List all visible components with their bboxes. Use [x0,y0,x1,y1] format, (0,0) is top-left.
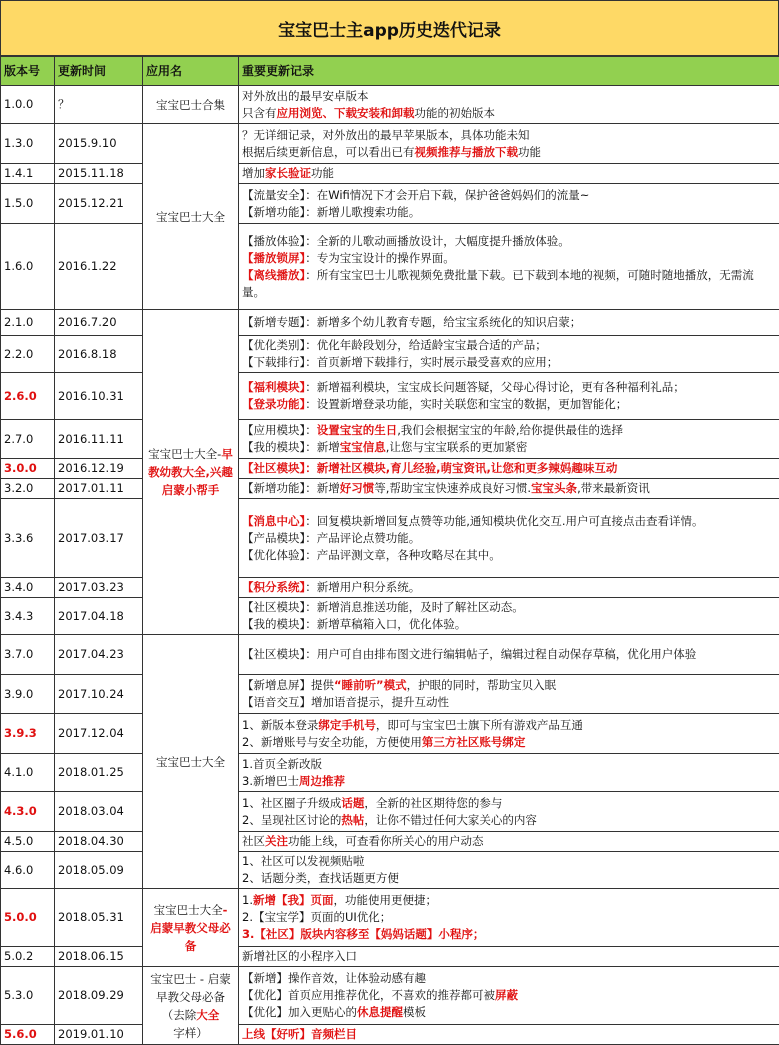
update-line [242,513,776,530]
version-cell: 3.4.3 [1,598,55,635]
table-row [1,164,779,184]
update-notes-cell [239,1025,779,1045]
note-text: ：回复模块新增回复点赞等功能,通知模块优化交互.用户可直接点击查看详情。 [305,514,703,528]
update-line [242,795,776,812]
header-app-name: 应用名 [143,57,239,86]
update-notes-cell [239,459,779,479]
version-cell: 4.5.0 [1,832,55,852]
update-line [242,187,776,204]
table-row [1,224,779,310]
highlight-text: 3.【社区】版块内容移至【妈妈话题】小程序； [242,927,484,941]
update-line [242,314,776,331]
note-text: 【播放体验】：全新的儿歌动画播放设计，大幅度提升播放体验。 [242,234,570,248]
version-cell: 5.3.0 [1,967,55,1025]
update-line [242,204,776,221]
note-text: 1.首页全新改版 [242,757,322,771]
highlight-text: 【播放锁屏】 [242,251,305,265]
table-row [1,852,779,889]
update-line [242,677,776,694]
version-cell: 5.6.0 [1,1025,55,1045]
highlight-text: 上线【好听】音频栏目 [242,1027,357,1041]
update-notes-cell [239,852,779,889]
update-notes-cell [239,832,779,852]
table-row [1,124,779,164]
date-cell: 2017.04.18 [55,598,143,635]
note-text: 1、社区圈子升级成 [242,796,341,810]
version-cell: 2.1.0 [1,310,55,336]
note-text: 【新增息屏】提供 [242,678,334,692]
update-notes-cell [239,967,779,1025]
update-line [242,233,776,250]
update-line [242,105,776,122]
app-name-text: 宝宝巴士合集 [156,98,225,112]
date-cell: 2017.12.04 [55,714,143,754]
table-row [1,479,779,499]
page-title: 宝宝巴士主app历史迭代记录 [0,0,779,56]
note-text: 根据后续更新信息，可以看出已有 [242,145,415,159]
update-line [242,267,776,301]
note-text: ,让您与宝宝联系的更加紧密 [386,440,528,454]
table-body [1,86,779,1045]
note-text: 【社区模块】：用户可自由排布图文进行编辑帖子，编辑过程自动保存草稿，优化用户体验 [242,647,696,661]
update-notes-cell [239,947,779,967]
note-text: 1. [242,893,253,907]
date-cell: 2018.09.29 [55,967,143,1025]
note-text: 模板 [403,1005,426,1019]
date-cell: 2017.01.11 [55,479,143,499]
update-notes-cell [239,336,779,373]
date-cell: 2019.01.10 [55,1025,143,1045]
highlight-text: 【社区模块】：新增社区模块,育儿经验,萌宝资讯,让您和更多辣妈趣味互动 [242,461,617,475]
update-line [242,354,776,371]
note-text: 【新增专题】：新增多个幼儿教育专题，给宝宝系统化的知识启蒙； [242,315,581,329]
update-line [242,480,776,497]
date-cell: 2017.10.24 [55,675,143,714]
table-row [1,184,779,224]
note-text: 增加 [242,166,265,180]
note-text: ，功能使用更便捷； [333,893,437,907]
note-text: 2.【宝宝学】页面的UI优化； [242,910,391,924]
note-text: 1、新版本登录 [242,718,318,732]
highlight-text: 好习惯 [340,481,375,495]
date-cell: 2016.10.31 [55,373,143,420]
date-cell: 2015.9.10 [55,124,143,164]
highlight-text: 视频推荐与播放下载 [415,145,519,159]
highlight-text: 话题 [341,796,364,810]
highlight-text: 周边推荐 [299,774,345,788]
note-text: ：新增福利模块，宝宝成长问题答疑，父母心得讨论，更有各种福利礼品； [305,380,685,394]
note-text: 只含有 [242,106,277,120]
highlight-text: “睡前听”模式 [334,678,407,692]
note-text: 功能的初始版本 [415,106,496,120]
date-cell: ？ [55,86,143,124]
table-row [1,967,779,1025]
version-cell: 1.5.0 [1,184,55,224]
note-text: 【产品模块】：产品评论点赞功能。 [242,531,420,545]
highlight-text: 【积分系统】 [242,580,305,594]
update-line [242,396,776,413]
update-notes-cell [239,124,779,164]
date-cell: 2016.11.11 [55,420,143,459]
date-cell: 2015.12.21 [55,184,143,224]
highlight-text: 家长验证 [265,166,311,180]
table-row [1,832,779,852]
highlight-text: 休息提醒 [357,1005,403,1019]
highlight-text: 第三方社区账号绑定 [422,735,526,749]
note-text: 【优化】首页应用推荐优化，不喜欢的推荐都可被 [242,988,495,1002]
app-name-text: 宝宝巴士大全 [156,210,225,224]
table-row [1,754,779,792]
update-notes-cell [239,754,779,792]
table-row [1,310,779,336]
highlight-text: 【福利模块】 [242,380,305,394]
update-line [242,547,776,564]
update-line [242,144,776,161]
table-row [1,714,779,754]
update-notes-cell [239,635,779,675]
version-cell: 3.0.0 [1,459,55,479]
app-name-text: 宝宝巴士大全 [154,903,223,917]
note-text: ：专为宝宝设计的操作界面。 [305,251,455,265]
table-row [1,1025,779,1045]
version-cell: 3.9.3 [1,714,55,754]
note-text: 【我的模块】：新增草稿箱入口，优化体验。 [242,617,466,631]
note-text: 2、新增账号与安全功能，方便使用 [242,735,422,749]
highlight-text: 屏蔽 [495,988,518,1002]
date-cell: 2018.05.09 [55,852,143,889]
update-notes-cell [239,86,779,124]
date-cell: 2016.8.18 [55,336,143,373]
update-line [242,165,776,182]
version-cell: 1.3.0 [1,124,55,164]
header-date: 更新时间 [55,57,143,86]
note-text: ？无详细记录，对外放出的最早苹果版本，具体功能未知 [242,128,530,142]
date-cell: 2015.11.18 [55,164,143,184]
date-cell: 2018.04.30 [55,832,143,852]
date-cell: 2018.03.04 [55,792,143,832]
header-updates: 重要更新记录 [239,57,779,86]
update-line [242,853,776,870]
version-cell: 5.0.2 [1,947,55,967]
note-text: 【语音交互】增加语音提示，提升互动性 [242,695,449,709]
note-text: 等,帮助宝宝快速养成良好习惯. [374,481,531,495]
update-line [242,250,776,267]
date-cell: 2018.05.31 [55,889,143,947]
date-cell: 2016.7.20 [55,310,143,336]
app-name-cell [143,86,239,124]
note-text: 【我的模块】：新增 [242,440,340,454]
update-line [242,694,776,711]
update-notes-cell [239,184,779,224]
highlight-text: 关注 [265,834,288,848]
header-version: 版本号 [1,57,55,86]
version-cell: 3.7.0 [1,635,55,675]
note-text: ，让你不错过任何大家关心的内容 [364,813,537,827]
update-notes-cell [239,420,779,459]
update-line [242,1026,776,1043]
update-line [242,717,776,734]
update-line [242,439,776,456]
update-notes-cell [239,373,779,420]
app-name-text: 宝宝巴士大全- [148,447,221,461]
app-name-cell [143,310,239,635]
note-text: 对外放出的最早安卓版本 [242,89,369,103]
update-line [242,530,776,547]
update-notes-cell [239,598,779,635]
note-text: 功能 [518,145,541,159]
table-row [1,86,779,124]
note-text: 【社区模块】：新增消息推送功能，及时了解社区动态。 [242,600,524,614]
table-row [1,889,779,947]
update-line [242,987,776,1004]
version-cell: 3.3.6 [1,499,55,578]
note-text: ，护眼的同时，帮助宝贝入眠 [407,678,557,692]
table-row [1,792,779,832]
app-name-cell [143,967,239,1045]
update-notes-cell [239,714,779,754]
note-text: 【流量安全】：在Wifi情况下才会开启下载，保护爸爸妈妈们的流量~ [242,188,589,202]
note-text: 【优化】加入更贴心的 [242,1005,357,1019]
app-name-text: - 启蒙早教父母必备 [150,903,231,953]
update-line [242,734,776,751]
update-line [242,892,776,909]
date-cell: 2017.03.17 [55,499,143,578]
note-text: 【新增功能】：新增儿歌搜索功能。 [242,205,420,219]
update-notes-cell [239,675,779,714]
highlight-text: 【登录功能】 [242,397,305,411]
note-text: 新增社区的小程序入口 [242,949,357,963]
update-line [242,926,776,943]
date-cell: 2018.01.25 [55,754,143,792]
table-row [1,598,779,635]
date-cell: 2018.06.15 [55,947,143,967]
note-text: 3.新增巴士 [242,774,299,788]
update-line [242,127,776,144]
update-notes-cell [239,164,779,184]
version-cell: 2.6.0 [1,373,55,420]
update-notes-cell [239,479,779,499]
highlight-text: 绑定手机号 [318,718,376,732]
version-cell: 5.0.0 [1,889,55,947]
note-text: ，即可与宝宝巴士旗下所有游戏产品互通 [376,718,583,732]
update-line [242,379,776,396]
update-line [242,812,776,829]
highlight-text: 宝宝头条 [531,481,577,495]
table-row [1,336,779,373]
app-name-cell [143,124,239,310]
note-text: ，全新的社区期待您的参与 [364,796,502,810]
table-row [1,578,779,598]
highlight-text: 宝宝信息 [340,440,386,454]
note-text: 【应用模块】： [242,423,317,437]
version-cell: 1.4.1 [1,164,55,184]
update-line [242,1004,776,1021]
version-cell: 4.1.0 [1,754,55,792]
note-text: 【优化体验】：产品评测文章，各种攻略尽在其中。 [242,548,501,562]
note-text: 功能 [311,166,334,180]
app-name-cell [143,889,239,967]
note-text: 功能上线，可查看你所关心的用户动态 [288,834,484,848]
table-row [1,499,779,578]
table-row [1,420,779,459]
app-name-text: 字样） [173,1026,208,1040]
update-notes-cell [239,889,779,947]
update-line [242,870,776,887]
version-history-table [0,56,779,1045]
version-cell: 2.7.0 [1,420,55,459]
date-cell: 2016.12.19 [55,459,143,479]
highlight-text: 【消息中心】 [242,514,305,528]
app-name-cell [143,635,239,889]
table-row [1,373,779,420]
note-text: 社区 [242,834,265,848]
table-row [1,947,779,967]
note-text: 2、呈现社区讨论的 [242,813,341,827]
note-text: 【新增功能】：新增 [242,481,340,495]
version-cell: 3.9.0 [1,675,55,714]
version-cell: 2.2.0 [1,336,55,373]
update-notes-cell [239,310,779,336]
note-text: 【优化类别】：优化年龄段划分，给适龄宝宝最合适的产品； [242,338,547,352]
note-text: ,我们会根据宝宝的年龄,给你提供最佳的选择 [397,423,623,437]
note-text: ,带来最新资讯 [577,481,650,495]
highlight-text: 热帖 [341,813,364,827]
table-row [1,459,779,479]
update-line [242,909,776,926]
update-line [242,773,776,790]
note-text: 2、话题分类，查找话题更方便 [242,871,399,885]
highlight-text: 设置宝宝的生日 [317,423,398,437]
update-line [242,970,776,987]
version-cell: 4.6.0 [1,852,55,889]
update-line [242,646,776,663]
table-row [1,675,779,714]
date-cell: 2016.1.22 [55,224,143,310]
update-line [242,579,776,596]
update-notes-cell [239,224,779,310]
update-line [242,616,776,633]
note-text: 【新增】操作音效，让体验动感有趣 [242,971,426,985]
app-name-text: 宝宝巴士 - 启蒙早教父母必备（去除 [150,972,230,1022]
update-line [242,460,776,477]
app-name-text: 早教幼教大全,兴趣启蒙小帮手 [148,447,233,497]
update-line [242,599,776,616]
app-name-text: 宝宝巴士大全 [156,755,225,769]
version-cell: 1.0.0 [1,86,55,124]
update-line [242,833,776,850]
update-notes-cell [239,792,779,832]
note-text: ：新增用户积分系统。 [305,580,420,594]
update-line [242,337,776,354]
update-notes-cell [239,499,779,578]
update-line [242,422,776,439]
version-cell: 3.4.0 [1,578,55,598]
date-cell: 2017.04.23 [55,635,143,675]
update-line [242,88,776,105]
app-name-text: 大全 [196,1008,219,1022]
highlight-text: 新增【我】页面 [253,893,334,907]
version-cell: 1.6.0 [1,224,55,310]
version-cell: 4.3.0 [1,792,55,832]
note-text: ：设置新增登录功能，实时关联您和宝宝的数据，更加智能化； [305,397,627,411]
table-row [1,635,779,675]
version-cell: 3.2.0 [1,479,55,499]
update-line [242,948,776,965]
note-text: ：所有宝宝巴士儿歌视频免费批量下载。已下载到本地的视频，可随时随地播放，无需流量。 [242,268,754,299]
table-header-row [1,57,779,86]
note-text: 1、社区可以发视频贴啦 [242,854,364,868]
update-notes-cell [239,578,779,598]
highlight-text: 应用浏览、下载安装和卸载 [277,106,415,120]
note-text: 【下载排行】：首页新增下载排行，实时展示最受喜欢的应用； [242,355,558,369]
date-cell: 2017.03.23 [55,578,143,598]
update-line [242,756,776,773]
highlight-text: 【离线播放】 [242,268,305,282]
